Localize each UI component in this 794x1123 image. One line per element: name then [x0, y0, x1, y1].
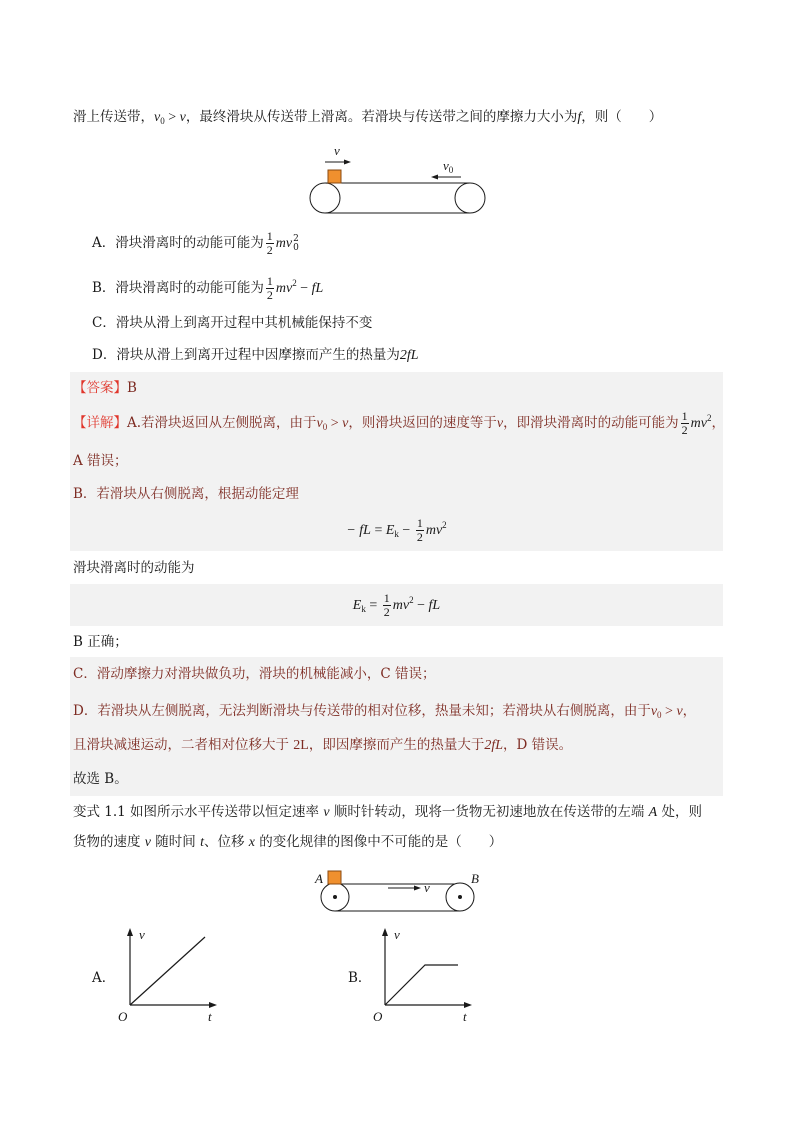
var-v: v [179, 110, 186, 125]
expr-mv [690, 413, 712, 431]
var-v0-symbol: v [650, 704, 658, 719]
y-axis-arrow [127, 928, 133, 936]
belt-direction-arrow-head [414, 886, 421, 891]
detail-text: ，则滑块返回的速度等于 [348, 415, 497, 431]
equals-sign: = [365, 598, 381, 613]
velocity-arrow-head [344, 160, 351, 165]
variant-text: 、位移 [204, 834, 249, 850]
ek-line: 滑块滑离时的动能为 [73, 560, 195, 576]
expr-2fL: 2fL [399, 348, 419, 363]
kinetic-energy-subscript: k [394, 529, 399, 539]
detail-text: ，即滑块滑离时的动能可能为 [503, 415, 679, 431]
var-v0 [317, 416, 328, 431]
point-B-label: B [471, 871, 479, 886]
left-pulley [310, 183, 340, 213]
expr-2L: 2L [293, 738, 309, 753]
sub-sup [293, 235, 299, 253]
right-pulley [455, 183, 485, 213]
option-c[interactable] [92, 313, 372, 333]
fraction-half [266, 230, 274, 257]
stem-text: ，则（ ） [581, 109, 663, 125]
option-d-text: 滑块从滑上到离开过程中因摩擦而产生的热量为 [116, 347, 400, 363]
conveyor-figure-1 [300, 140, 500, 225]
variant-text: 的变化规律的图像中不可能的是（ ） [255, 834, 503, 850]
answer-tag: 【答案】 [73, 380, 127, 396]
fraction-numerator: 1 [383, 591, 390, 605]
graph-b [355, 920, 485, 1030]
fraction-half [416, 517, 424, 544]
fraction-denominator: 2 [416, 530, 423, 544]
var-f: f [577, 110, 582, 125]
fraction-half [383, 592, 391, 619]
answer-line [73, 378, 137, 398]
expr-mv-text: mv [275, 281, 293, 296]
fraction-numerator: 1 [266, 274, 273, 288]
a-wrong-line: A 错误； [73, 453, 128, 469]
var-v0-subscript: 0 [322, 422, 328, 432]
option-b-label: B． [92, 280, 116, 296]
greater-than: > [327, 416, 343, 431]
variant-text: 货物的速度 [73, 834, 145, 850]
slider-block [328, 170, 341, 183]
kinetic-energy [386, 523, 399, 538]
expr-fL: fL [311, 281, 324, 296]
kinetic-energy-subscript: k [361, 604, 366, 614]
var-v0-subscript: 0 [657, 710, 662, 720]
var-v: v [496, 416, 504, 431]
d-text: ， [682, 703, 697, 719]
expr-mv [275, 278, 297, 296]
detail-tag: 【详解】 [73, 415, 127, 431]
belt-velocity-subscript: 0 [448, 165, 454, 175]
kinetic-energy [353, 598, 366, 613]
var-v: v [144, 835, 152, 850]
detail-text: ， [711, 415, 725, 431]
superscript: 2 [442, 520, 447, 530]
x-axis-label: t [208, 1009, 212, 1024]
superscript: 2 [409, 595, 414, 605]
option-b[interactable] [92, 273, 323, 304]
option-a[interactable] [92, 228, 299, 259]
belt-velocity-arrow-head [431, 175, 438, 180]
fraction-denominator: 2 [681, 423, 688, 437]
v-t-line [385, 965, 458, 1005]
var-v0 [651, 704, 662, 719]
expr-mv: mv [275, 236, 293, 251]
fraction-denominator: 2 [266, 243, 273, 257]
minus-sign: − [413, 598, 429, 613]
option-c-label: C． [92, 315, 116, 331]
subscript: 0 [293, 242, 299, 253]
superscript: 2 [706, 413, 712, 423]
cargo-block [328, 871, 341, 884]
eq1-lhs: − fL [346, 523, 371, 538]
fraction-denominator: 2 [266, 288, 273, 302]
x-axis-arrow [209, 1002, 217, 1008]
expr-fL: fL [428, 598, 441, 613]
var-v: v [323, 805, 330, 820]
expr-mv-text: mv [392, 598, 410, 613]
belt-speed-label: v [424, 880, 430, 895]
var-v: v [676, 704, 683, 719]
velocity-label: v [334, 143, 340, 158]
belt-velocity-label [443, 158, 454, 175]
variant-text: 变式 1.1 如图所示水平传送带以恒定速率 [73, 804, 324, 820]
equation-2 [70, 590, 723, 621]
kinetic-energy-symbol: E [385, 523, 395, 538]
y-axis-arrow [382, 928, 388, 936]
var-v0 [154, 110, 165, 125]
fraction-numerator: 1 [416, 516, 423, 530]
superscript: 2 [293, 233, 299, 244]
var-v: v [342, 416, 349, 431]
variant-text: 随时间 [151, 834, 201, 850]
expr-mv [425, 520, 447, 538]
v-t-line [130, 937, 205, 1005]
left-pulley-axle [333, 895, 337, 899]
d-text: 且滑块减速运动，二者相对位移大于 [73, 737, 294, 753]
detail-text: A.若滑块返回从左侧脱离，由于 [127, 415, 317, 431]
stem-text: 滑上传送带， [73, 109, 154, 125]
detail-line [73, 408, 725, 439]
superscript: 2 [292, 278, 297, 288]
var-v0-subscript: 0 [160, 116, 165, 126]
greater-than: > [661, 704, 677, 719]
y-axis-label: v [394, 927, 400, 942]
d-line-1 [73, 701, 696, 722]
option-b-text: 滑块滑离时的动能可能为 [115, 280, 264, 296]
equals-sign: = [370, 523, 386, 538]
belt-velocity-symbol: v [443, 158, 449, 173]
conclusion-line: 故选 B。 [73, 771, 128, 787]
option-d-label: D． [92, 347, 117, 363]
var-t: t [200, 835, 204, 850]
b-correct-line: B 正确； [73, 634, 128, 650]
minus-sign: − [296, 281, 312, 296]
d-text: ，即因摩擦而产生的热量大于 [308, 737, 485, 753]
var-v0-symbol: v [154, 110, 161, 125]
fraction-numerator: 1 [266, 229, 273, 243]
fraction-numerator: 1 [681, 409, 688, 423]
x-axis-label: t [463, 1009, 467, 1024]
minus-sign: − [398, 523, 414, 538]
answer-value: B [127, 380, 137, 396]
variant-text: 处，则 [657, 804, 703, 820]
origin-label: O [118, 1009, 128, 1024]
equation-1 [70, 515, 723, 546]
expr-mv-text: mv [425, 523, 443, 538]
expr-2fL: 2fL [484, 738, 504, 753]
origin-label: O [373, 1009, 383, 1024]
right-pulley-axle [458, 895, 462, 899]
kinetic-energy-symbol: E [352, 598, 362, 613]
expr-mv-text: mv [690, 416, 707, 431]
question-stem [73, 107, 662, 128]
fraction-half [266, 275, 274, 302]
variant-line-2 [73, 832, 502, 853]
b-line: B．若滑块从右侧脱离，根据动能定理 [73, 486, 299, 502]
y-axis-label: v [139, 927, 145, 942]
greater-than: > [164, 110, 180, 125]
option-a-text: 滑块滑离时的动能可能为 [115, 235, 264, 251]
fraction-half [681, 410, 689, 437]
x-axis-arrow [464, 1002, 472, 1008]
option-a-label: A． [92, 235, 116, 251]
stem-text: ，最终滑块从传送带上滑离。若滑块与传送带之间的摩擦力大小为 [185, 109, 578, 125]
graph-option-a-label[interactable]: A． [92, 970, 116, 986]
variant-line-1 [73, 802, 702, 823]
d-line-2 [73, 735, 572, 756]
var-v0-symbol: v [316, 416, 323, 431]
expr-mv [392, 595, 414, 613]
graph-a [100, 920, 230, 1030]
var-x: x [248, 835, 256, 850]
option-c-text: 滑块从滑上到离开过程中其机械能保持不变 [115, 315, 373, 331]
point-A: A [648, 805, 658, 820]
c-line: C．滑动摩擦力对滑块做负功，滑块的机械能减小，C 错误； [73, 666, 436, 682]
variant-text: 顺时针转动，现将一货物无初速地放在传送带的左端 [329, 804, 649, 820]
d-text: ，D 错误。 [503, 737, 573, 753]
d-text: D．若滑块从左侧脱离，无法判断滑块与传送带的相对位移，热量未知；若滑块从右侧脱离，由于 [73, 703, 651, 719]
conveyor-figure-2 [300, 862, 500, 922]
fraction-denominator: 2 [383, 605, 390, 619]
point-A-label: A [315, 871, 323, 886]
option-d[interactable] [92, 345, 419, 366]
graph-option-b-label[interactable]: B． [348, 970, 372, 986]
